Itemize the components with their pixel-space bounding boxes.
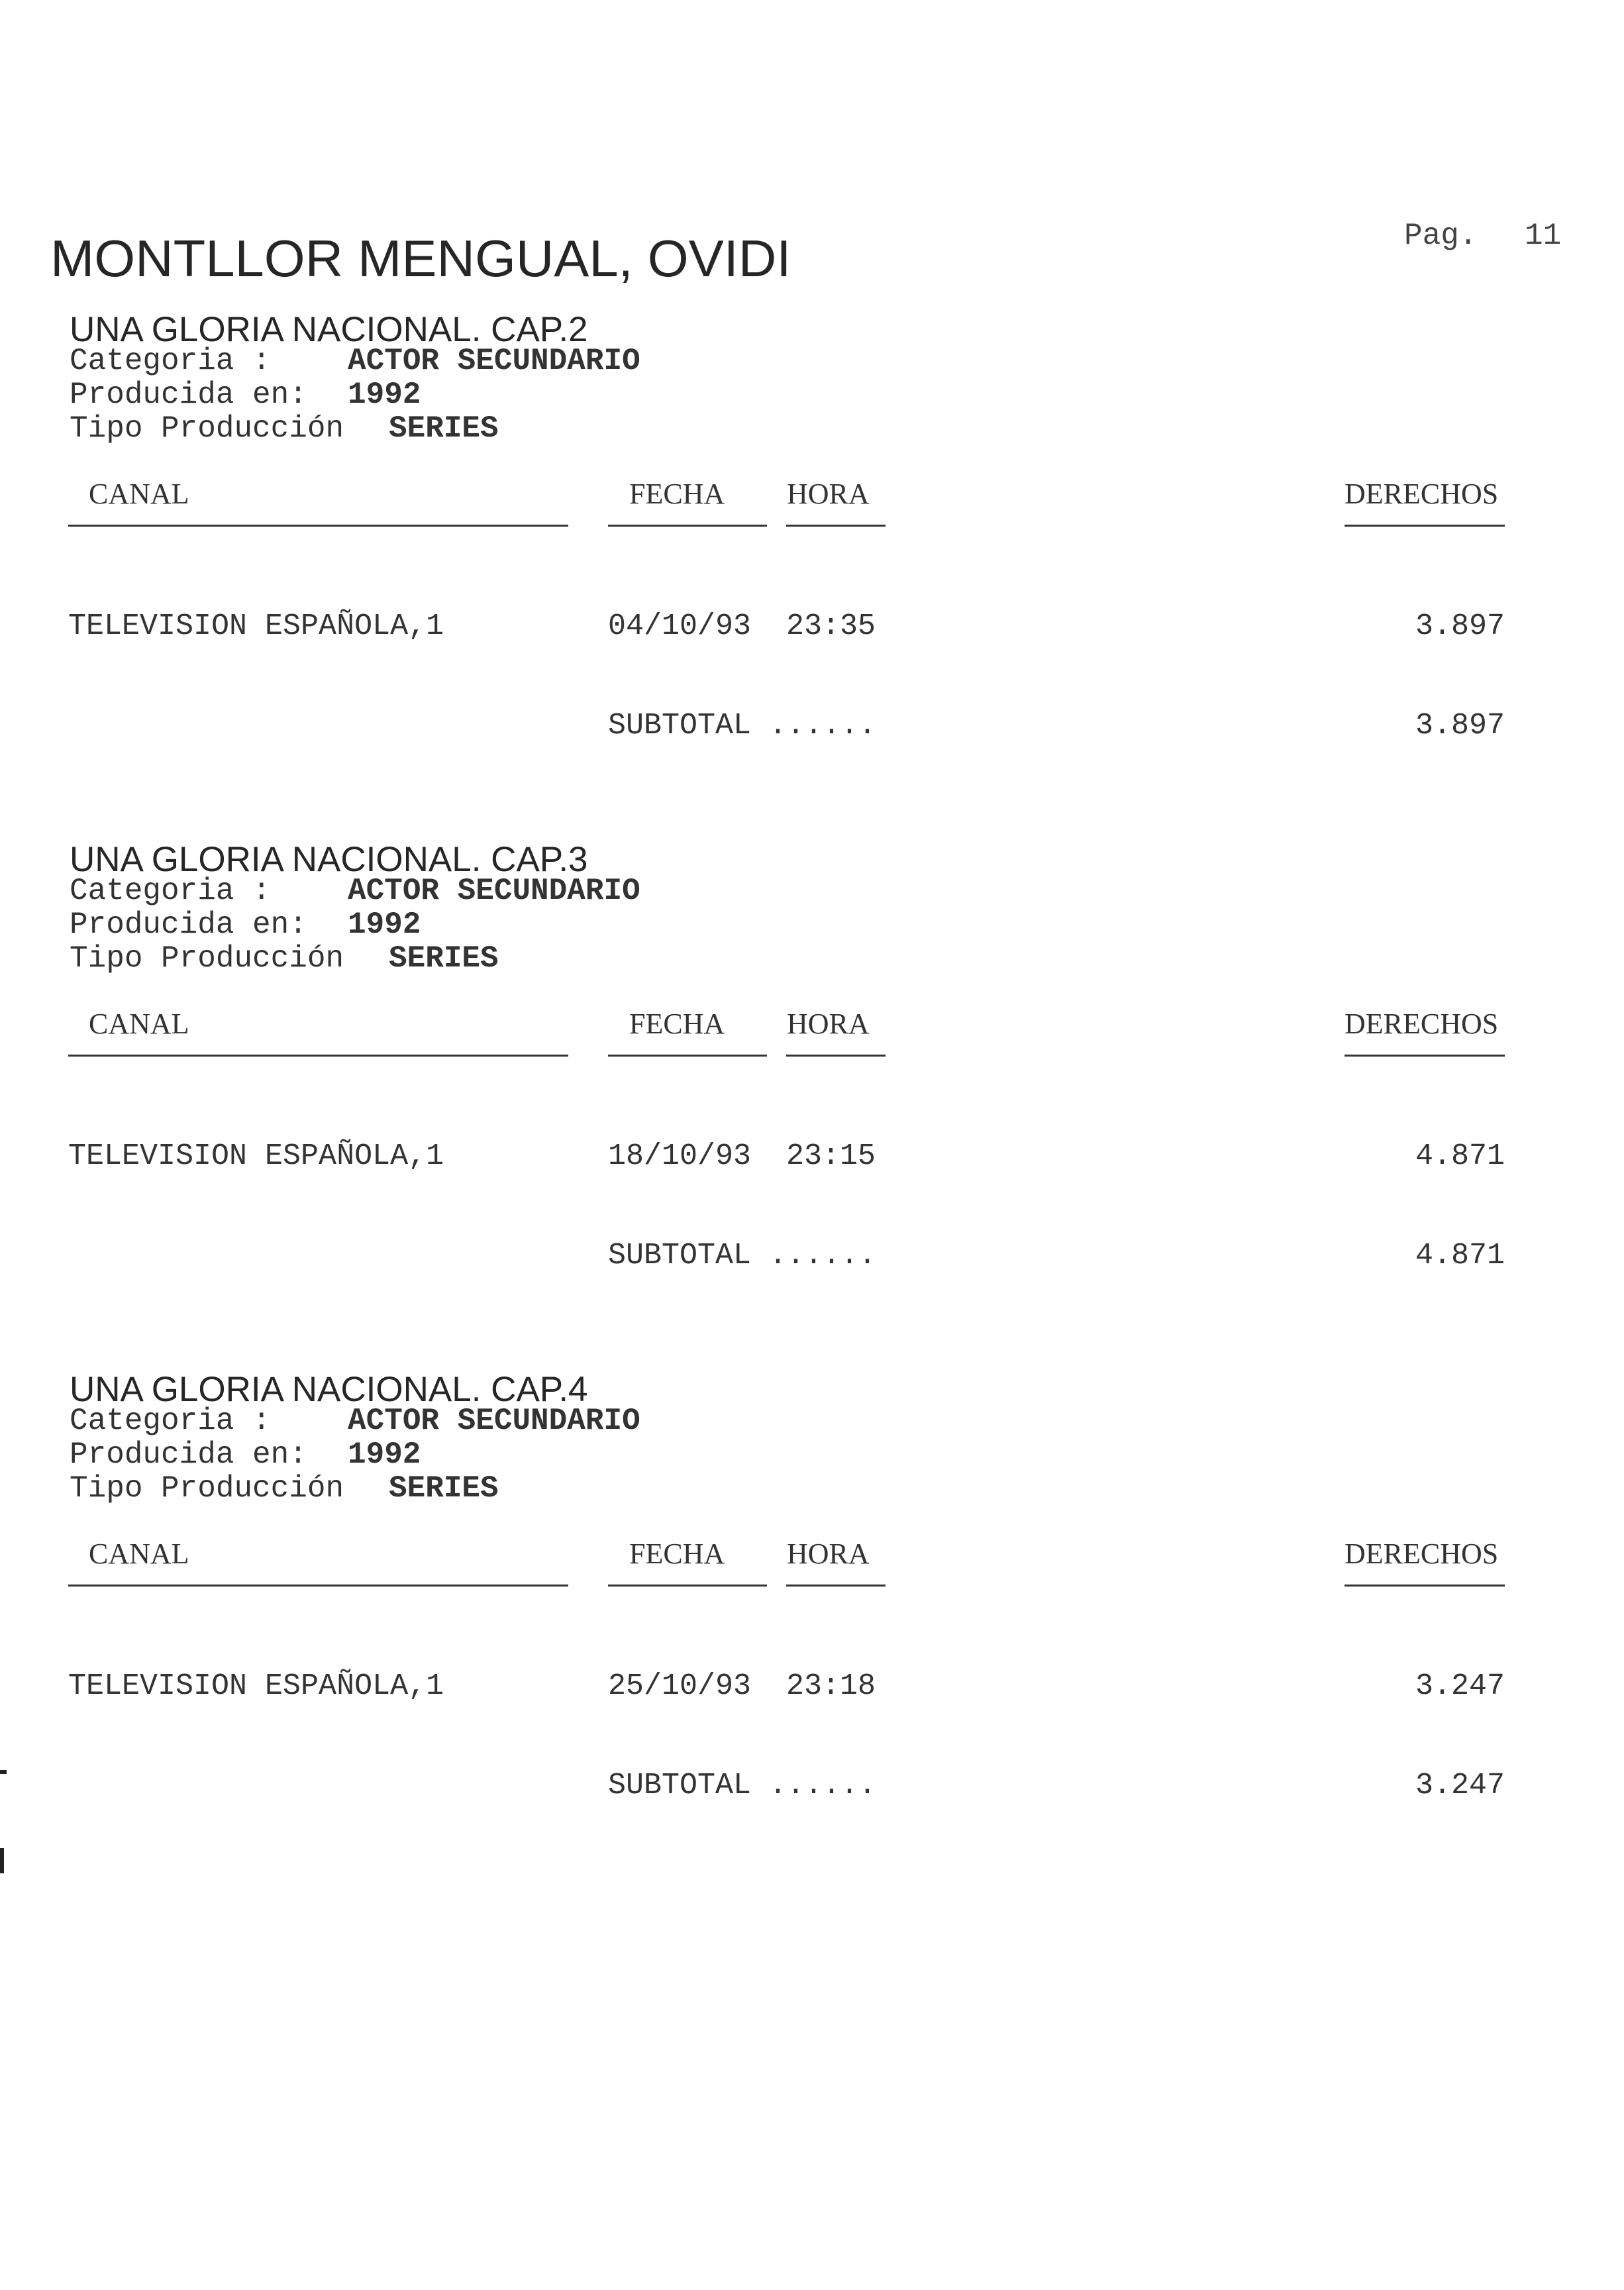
column-header-derechos: DERECHOS (1345, 478, 1499, 510)
program-section-2 (0, 839, 1624, 1343)
row-fecha: 04/10/93 (608, 609, 752, 643)
tipo-value: SERIES (389, 1471, 499, 1506)
column-rule-derechos (1345, 1055, 1505, 1057)
producida-label: Producida en: (70, 378, 307, 412)
producida-line (70, 378, 421, 412)
row-hora: 23:35 (786, 609, 876, 643)
row-fecha: 18/10/93 (608, 1139, 752, 1173)
categoria-label: Categoria : (70, 1404, 271, 1438)
column-rule-fecha (608, 1055, 767, 1057)
tipo-label: Tipo Producción (70, 1471, 344, 1506)
producida-label: Producida en: (70, 908, 307, 942)
producida-value: 1992 (348, 908, 421, 942)
subtotal-label: SUBTOTAL ...... (608, 1239, 877, 1273)
column-rule-canal (68, 1585, 568, 1587)
program-title: UNA GLORIA NACIONAL. CAP.2 (70, 310, 588, 349)
row-canal: TELEVISION ESPAÑOLA,1 (68, 609, 444, 643)
column-header-canal: CANAL (89, 1008, 189, 1040)
row-fecha: 25/10/93 (608, 1669, 752, 1703)
column-rule-derechos (1345, 525, 1505, 527)
scan-edge-mark (0, 1848, 4, 1873)
column-header-fecha: FECHA (629, 1537, 725, 1570)
row-derechos: 3.247 (1415, 1669, 1505, 1703)
row-hora: 23:15 (786, 1139, 876, 1173)
page-number: 11 (1525, 219, 1562, 253)
categoria-label: Categoria : (70, 874, 271, 908)
column-header-hora: HORA (787, 1008, 870, 1040)
tipo-value: SERIES (389, 941, 499, 976)
row-canal: TELEVISION ESPAÑOLA,1 (68, 1139, 444, 1173)
column-header-fecha: FECHA (629, 478, 725, 510)
categoria-line (70, 1404, 640, 1438)
program-title: UNA GLORIA NACIONAL. CAP.4 (70, 1370, 588, 1409)
column-header-fecha: FECHA (629, 1008, 725, 1040)
subtotal-label: SUBTOTAL ...... (608, 1769, 877, 1802)
producida-value: 1992 (348, 378, 421, 412)
subtotal-value: 3.897 (1415, 709, 1505, 743)
categoria-value: ACTOR SECUNDARIO (348, 344, 640, 378)
producida-value: 1992 (348, 1437, 421, 1472)
row-canal: TELEVISION ESPAÑOLA,1 (68, 1669, 444, 1703)
tipo-line (70, 411, 499, 446)
column-header-derechos: DERECHOS (1345, 1537, 1499, 1570)
column-rule-hora (786, 525, 886, 527)
categoria-value: ACTOR SECUNDARIO (348, 874, 640, 908)
column-header-hora: HORA (787, 1537, 870, 1570)
categoria-line (70, 344, 640, 378)
categoria-value: ACTOR SECUNDARIO (348, 1404, 640, 1438)
column-header-derechos: DERECHOS (1345, 1008, 1499, 1040)
producida-line (70, 908, 421, 942)
subtotal-label: SUBTOTAL ...... (608, 709, 877, 743)
column-rule-fecha (608, 525, 767, 527)
row-derechos: 4.871 (1415, 1139, 1505, 1173)
subtotal-value: 3.247 (1415, 1769, 1505, 1802)
producida-line (70, 1437, 421, 1472)
column-header-hora: HORA (787, 478, 870, 510)
row-derechos: 3.897 (1415, 609, 1505, 643)
subtotal-value: 4.871 (1415, 1239, 1505, 1273)
program-title: UNA GLORIA NACIONAL. CAP.3 (70, 840, 588, 879)
person-name-heading: MONTLLOR MENGUAL, OVIDI (50, 229, 791, 287)
scan-edge-mark (0, 1770, 7, 1774)
column-rule-derechos (1345, 1585, 1505, 1587)
tipo-label: Tipo Producción (70, 941, 344, 976)
column-header-canal: CANAL (89, 1537, 189, 1570)
column-rule-fecha (608, 1585, 767, 1587)
tipo-value: SERIES (389, 411, 499, 446)
program-section-3 (0, 1369, 1624, 1873)
categoria-line (70, 874, 640, 908)
page-label: Pag. (1404, 219, 1478, 253)
column-rule-hora (786, 1585, 886, 1587)
row-hora: 23:18 (786, 1669, 876, 1703)
tipo-label: Tipo Producción (70, 411, 344, 446)
column-rule-canal (68, 1055, 568, 1057)
program-section-1 (0, 309, 1624, 813)
column-rule-canal (68, 525, 568, 527)
column-header-canal: CANAL (89, 478, 189, 510)
tipo-line (70, 1471, 499, 1506)
producida-label: Producida en: (70, 1437, 307, 1472)
tipo-line (70, 941, 499, 976)
categoria-label: Categoria : (70, 344, 271, 378)
column-rule-hora (786, 1055, 886, 1057)
